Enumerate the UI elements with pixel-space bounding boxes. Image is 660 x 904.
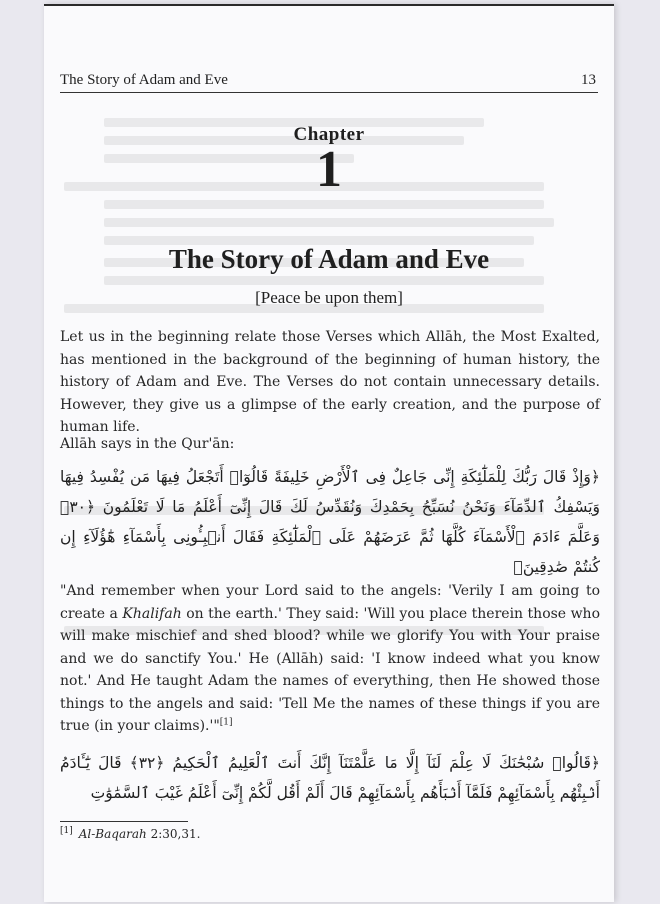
running-header	[60, 70, 598, 93]
khalifah-term: Khalifah	[122, 605, 182, 622]
translation-text-part-1: "And remember when your Lord said to the angels: 'Verily I am going to create a	[60, 583, 600, 622]
chapter-title: The Story of Adam and Eve	[168, 244, 490, 274]
footnote-marker: [1]	[60, 826, 73, 836]
running-header-title: The Story of Adam and Eve	[60, 72, 228, 88]
arabic-verse-block-1: ﴿وَإِذْ قَالَ رَبُّكَ لِلْمَلَٰٓئِكَةِ إِنِّى جَاعِلٌ فِى ٱلْأَرْضِ خَلِيفَةً قَالُوٓا۟ أَتَجْعَلُ فِيهَا مَن يُفْسِدُ فِيهَا وَيَسْفِكُ ٱلدِّمَآءَ وَنَحْنُ نُسَبِّحُ بِحَمْدِكَ وَنُقَدِّسُ لَكَ قَالَ إِنِّىٓ أَعْلَمُ مَا لَا تَعْلَمُونَ ﴿٣٠﴾ وَعَلَّمَ ءَادَمَ ٱلْأَسْمَآءَ كُلَّهَا ثُمَّ عَرَضَهُمْ عَلَى ٱلْمَلَٰٓئِكَةِ فَقَالَ أَنۢبِـُٔونِى بِأَسْمَآءِ هَٰٓؤُلَآءِ إِن كُنتُمْ صَٰدِقِينَ﴾	[60, 468, 600, 576]
chapter-subtitle: [Peace be upon them]	[255, 288, 403, 307]
footnote-divider	[60, 821, 188, 822]
footnote-ref: 2:30,31.	[146, 827, 201, 841]
book-page	[44, 4, 614, 902]
footnote	[60, 826, 200, 841]
footnote-source: Al-Baqarah	[78, 827, 147, 841]
translation-text-part-2: on the earth.' They said: 'Will you place therein those who will make mischief and shed blood? while we glorify You with Your praise and we do sanctify You.' He (Allāh) said: 'I know indeed what you know not.' And He taught Adam the names of everything, then He showed those things to the angels and said: 'Tell Me the names of these things if you are true (in your claims).'"	[60, 605, 601, 734]
verse-translation	[60, 580, 600, 738]
intro-paragraph: Let us in the beginning relate those Verses which Allāh, the Most Exalted, has mentioned in the background of the beginning of human history, the history of Adam and Eve. The Verses do not contain unnecessary details. However, they give us a glimpse of the early creation, and the purpose of human life.	[60, 329, 600, 435]
footnote-reference[interactable]: [1]	[219, 717, 233, 728]
page-number: 13	[581, 72, 596, 88]
chapter-number: 1	[316, 141, 342, 198]
chapter-label: Chapter	[293, 124, 365, 145]
quran-intro-line: Allāh says in the Qur'ān:	[60, 436, 235, 452]
arabic-verse-block-2: ﴿قَالُوا۟ سُبْحَٰنَكَ لَا عِلْمَ لَنَآ إِلَّا مَا عَلَّمْتَنَآ إِنَّكَ أَنتَ ٱلْعَلِيمُ ٱلْحَكِيمُ ﴿٣٢﴾ قَالَ يَٰٓـَٔادَمُ أَنۢبِئْهُم بِأَسْمَآئِهِمْ فَلَمَّآ أَنۢبَأَهُم بِأَسْمَآئِهِمْ قَالَ أَلَمْ أَقُل لَّكُمْ إِنِّىٓ أَعْلَمُ غَيْبَ ٱلسَّمَٰوَٰتِ	[60, 754, 600, 802]
